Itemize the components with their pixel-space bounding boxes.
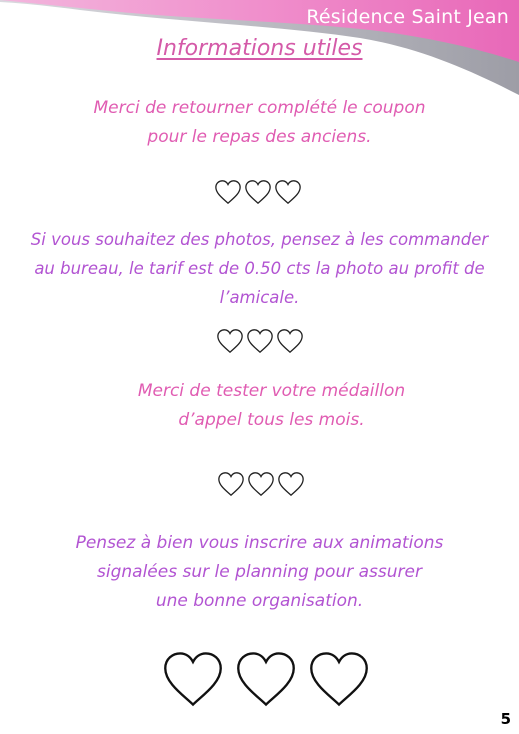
- heart-outline-icon: [245, 327, 275, 355]
- heart-outline-icon: [276, 470, 306, 498]
- heart-outline-icon: [275, 327, 305, 355]
- paragraph-line: pour le repas des anciens.: [147, 127, 372, 147]
- info-paragraph-photos: [0, 225, 519, 312]
- heart-outline-icon: [273, 178, 303, 206]
- info-paragraph-medaillon: [12, 377, 519, 435]
- paragraph-line: d’appel tous les mois.: [178, 410, 365, 430]
- heart-outline-icon: [246, 470, 276, 498]
- hearts-divider: [215, 327, 305, 355]
- paragraph-line: l’amicale.: [219, 288, 300, 307]
- page-title: Informations utiles: [156, 36, 363, 61]
- heart-outline-icon: [231, 647, 301, 711]
- info-paragraph-animations: [0, 529, 519, 616]
- paragraph-line: Merci de tester votre médaillon: [137, 381, 406, 401]
- paragraph-line: Pensez à bien vous inscrire aux animations: [75, 533, 444, 553]
- paragraph-line: signalées sur le planning pour assurer: [97, 562, 422, 582]
- paragraph-line: Si vous souhaitez des photos, pensez à les commander: [30, 230, 489, 249]
- heart-outline-icon: [215, 327, 245, 355]
- paragraph-line: une bonne organisation.: [155, 591, 364, 611]
- hearts-divider: [216, 470, 306, 498]
- paragraph-line: Merci de retourner complété le coupon: [93, 98, 426, 118]
- heart-outline-icon: [213, 178, 243, 206]
- heart-outline-icon: [216, 470, 246, 498]
- hearts-divider-large: [158, 647, 374, 711]
- heart-outline-icon: [243, 178, 273, 206]
- hearts-divider: [213, 178, 303, 206]
- heart-outline-icon: [158, 647, 228, 711]
- page-number: 5: [500, 710, 511, 728]
- heart-outline-icon: [304, 647, 374, 711]
- info-paragraph-coupon: [0, 94, 519, 152]
- paragraph-line: au bureau, le tarif est de 0.50 cts la photo au profit de: [34, 259, 485, 278]
- residence-name: Résidence Saint Jean: [306, 6, 509, 28]
